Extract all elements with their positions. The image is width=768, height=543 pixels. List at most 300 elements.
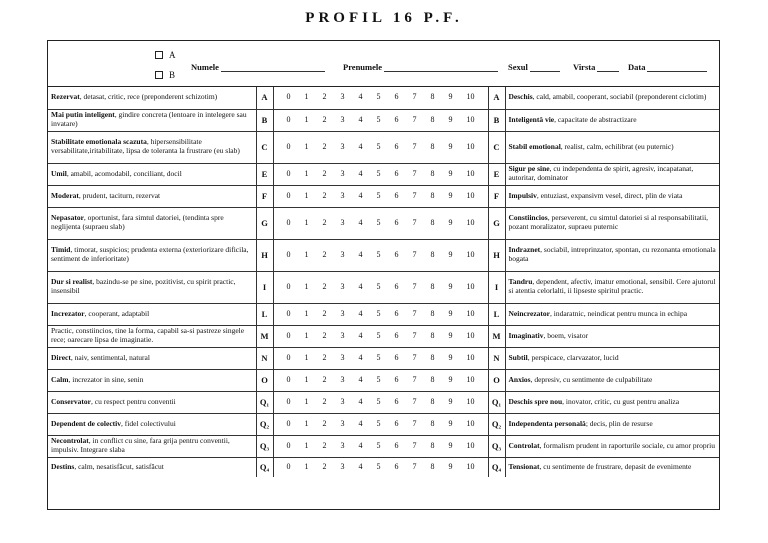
- score-option[interactable]: 6: [394, 330, 399, 340]
- score-option[interactable]: 8: [430, 308, 435, 318]
- score-option[interactable]: 5: [376, 168, 381, 178]
- score-option[interactable]: 1: [304, 396, 309, 406]
- score-option[interactable]: 6: [394, 374, 399, 384]
- score-option[interactable]: 0: [286, 217, 291, 227]
- low-pole-description: [48, 239, 256, 271]
- score-option[interactable]: 6: [394, 440, 399, 450]
- high-pole-text: , indaratnic, neindicat pentru munca in echipa: [550, 308, 688, 318]
- score-option[interactable]: 2: [322, 168, 327, 178]
- high-pole-description: [505, 391, 719, 413]
- score-option[interactable]: 7: [412, 281, 417, 291]
- score-option[interactable]: 3: [340, 352, 345, 362]
- high-pole-keyword: Indraznet: [508, 245, 541, 255]
- score-option[interactable]: 9: [448, 92, 453, 102]
- score-option[interactable]: 0: [286, 396, 291, 406]
- score-option[interactable]: 7: [412, 418, 417, 428]
- score-option[interactable]: 7: [412, 190, 417, 200]
- score-option[interactable]: 10: [466, 330, 475, 340]
- score-option[interactable]: 10: [466, 141, 475, 151]
- score-option[interactable]: 0: [286, 308, 291, 318]
- high-pole-description: [505, 303, 719, 325]
- score-scale: [273, 435, 488, 457]
- factor-code-left: C: [256, 131, 273, 163]
- high-pole-description: [505, 109, 719, 131]
- score-option[interactable]: 0: [286, 114, 291, 124]
- score-option[interactable]: 4: [358, 190, 363, 200]
- score-option[interactable]: 8: [430, 352, 435, 362]
- score-option[interactable]: 6: [394, 217, 399, 227]
- score-option[interactable]: 4: [358, 92, 363, 102]
- score-option[interactable]: 7: [412, 249, 417, 259]
- low-pole-text: , fidel colectivului: [121, 418, 176, 428]
- name-line[interactable]: [221, 63, 325, 72]
- option-b-label: B: [169, 70, 176, 80]
- score-option[interactable]: 0: [286, 330, 291, 340]
- score-option[interactable]: 5: [376, 92, 381, 102]
- score-option[interactable]: 5: [376, 374, 381, 384]
- factor-code-left: Q₂: [256, 413, 273, 435]
- score-option[interactable]: 6: [394, 114, 399, 124]
- score-option[interactable]: 4: [358, 330, 363, 340]
- option-a[interactable]: [155, 50, 176, 60]
- score-option[interactable]: 2: [322, 249, 327, 259]
- low-pole-description: [48, 163, 256, 185]
- score-option[interactable]: 7: [412, 330, 417, 340]
- score-option[interactable]: 9: [448, 308, 453, 318]
- score-scale: [273, 391, 488, 413]
- factor-row: [48, 435, 719, 457]
- score-option[interactable]: 10: [466, 168, 475, 178]
- high-pole-keyword: Anxios: [508, 374, 531, 384]
- factor-code-right: Q₄: [488, 457, 505, 477]
- score-option[interactable]: 0: [286, 281, 291, 291]
- score-option[interactable]: 5: [376, 396, 381, 406]
- score-option[interactable]: 10: [466, 217, 475, 227]
- date-field[interactable]: [628, 62, 707, 72]
- high-pole-keyword: Impulsiv: [508, 190, 537, 200]
- low-pole-keyword: Nepasator: [51, 213, 84, 223]
- factor-code-right: O: [488, 369, 505, 391]
- score-option[interactable]: 3: [340, 168, 345, 178]
- score-option[interactable]: 3: [340, 396, 345, 406]
- score-option[interactable]: 8: [430, 249, 435, 259]
- low-pole-text: , amabil, acomodabil, conciliant, docil: [66, 168, 182, 178]
- score-option[interactable]: 2: [322, 396, 327, 406]
- score-option[interactable]: 0: [286, 190, 291, 200]
- score-option[interactable]: 0: [286, 352, 291, 362]
- score-option[interactable]: 5: [376, 352, 381, 362]
- high-pole-keyword: Controlat: [508, 440, 540, 450]
- score-option[interactable]: 3: [340, 92, 345, 102]
- low-pole-text: , bazindu-se pe sine, pozitivist, cu spirit practic, insensibil: [51, 277, 236, 295]
- score-scale: [273, 271, 488, 303]
- score-option[interactable]: 7: [412, 308, 417, 318]
- factor-row: [48, 239, 719, 271]
- score-option[interactable]: 6: [394, 190, 399, 200]
- score-option[interactable]: 1: [304, 168, 309, 178]
- age-field[interactable]: [573, 62, 619, 72]
- score-option[interactable]: 5: [376, 141, 381, 151]
- score-option[interactable]: 4: [358, 352, 363, 362]
- score-option[interactable]: 3: [340, 440, 345, 450]
- high-pole-keyword: Inteligentă vie: [508, 114, 555, 124]
- high-pole-keyword: Independenta personală: [508, 418, 586, 428]
- high-pole-text: , cu sentimente de frustrare, depasit de evenimente: [539, 461, 692, 471]
- score-scale: [273, 347, 488, 369]
- score-option[interactable]: 8: [430, 461, 435, 471]
- low-pole-keyword: Increzator: [51, 308, 85, 318]
- score-option[interactable]: 9: [448, 281, 453, 291]
- score-option[interactable]: 8: [430, 141, 435, 151]
- low-pole-text: , calm, nesatisfăcut, satisfăcut: [74, 461, 164, 471]
- option-b[interactable]: [155, 70, 175, 80]
- sex-field[interactable]: [508, 62, 560, 72]
- score-option[interactable]: 9: [448, 141, 453, 151]
- score-option[interactable]: 1: [304, 308, 309, 318]
- score-option[interactable]: 6: [394, 418, 399, 428]
- firstname-field[interactable]: [343, 62, 498, 72]
- high-pole-keyword: Tensionat: [508, 461, 540, 471]
- score-option[interactable]: 4: [358, 114, 363, 124]
- factor-row: [48, 109, 719, 131]
- age-line[interactable]: [597, 63, 619, 72]
- score-option[interactable]: 4: [358, 418, 363, 428]
- score-option[interactable]: 4: [358, 141, 363, 151]
- low-pole-text: , cu respect pentru conventii: [91, 396, 176, 406]
- low-pole-text: , oportunist, fara simtul datoriei, (tendinta spre neglijenta (supraeu slab): [51, 213, 224, 231]
- score-option[interactable]: 5: [376, 190, 381, 200]
- score-option[interactable]: 1: [304, 217, 309, 227]
- score-scale: [273, 87, 488, 109]
- low-pole-keyword: Dependent de colectiv: [51, 418, 121, 428]
- score-option[interactable]: 0: [286, 461, 291, 471]
- score-option[interactable]: 0: [286, 418, 291, 428]
- score-option[interactable]: 2: [322, 352, 327, 362]
- score-option[interactable]: 9: [448, 168, 453, 178]
- score-option[interactable]: 6: [394, 92, 399, 102]
- high-pole-text: , realist, calm, echilibrat (eu puternic): [560, 141, 674, 151]
- option-a-label: A: [169, 50, 176, 60]
- score-option[interactable]: 5: [376, 440, 381, 450]
- page-title: PROFIL 16 P.F.: [305, 10, 463, 26]
- score-option[interactable]: 9: [448, 330, 453, 340]
- low-pole-text: , prudent, taciturn, rezervat: [78, 190, 161, 200]
- low-pole-keyword: Rezervat: [51, 92, 80, 102]
- score-option[interactable]: 7: [412, 461, 417, 471]
- score-option[interactable]: 3: [340, 217, 345, 227]
- low-pole-text: , in conflict cu sine, fara grija pentru conventii, impulsiv. Integrare slaba: [51, 436, 230, 454]
- high-pole-text: ; decis, plin de resurse: [585, 418, 653, 428]
- score-option[interactable]: 3: [340, 249, 345, 259]
- score-option[interactable]: 7: [412, 92, 417, 102]
- score-option[interactable]: 7: [412, 168, 417, 178]
- score-option[interactable]: 10: [466, 352, 475, 362]
- score-option[interactable]: 2: [322, 308, 327, 318]
- score-option[interactable]: 8: [430, 396, 435, 406]
- high-pole-description: [505, 131, 719, 163]
- score-option[interactable]: 5: [376, 114, 381, 124]
- score-option[interactable]: 4: [358, 440, 363, 450]
- score-option[interactable]: 4: [358, 461, 363, 471]
- score-option[interactable]: 10: [466, 249, 475, 259]
- factor-code-right: N: [488, 347, 505, 369]
- score-option[interactable]: 8: [430, 418, 435, 428]
- factor-row: [48, 185, 719, 207]
- date-label: Data: [628, 62, 646, 72]
- factor-row: [48, 163, 719, 185]
- score-option[interactable]: 6: [394, 249, 399, 259]
- high-pole-keyword: Sigur pe sine: [508, 164, 550, 174]
- score-option[interactable]: 0: [286, 249, 291, 259]
- score-option[interactable]: 8: [430, 330, 435, 340]
- score-option[interactable]: 9: [448, 396, 453, 406]
- high-pole-description: [505, 271, 719, 303]
- score-option[interactable]: 5: [376, 461, 381, 471]
- score-option[interactable]: 10: [466, 418, 475, 428]
- score-option[interactable]: 10: [466, 281, 475, 291]
- score-option[interactable]: 10: [466, 114, 475, 124]
- score-option[interactable]: 2: [322, 92, 327, 102]
- factor-row: [48, 207, 719, 239]
- high-pole-text: , formalism prudent in raporturile sociale, cu amor propriu: [539, 440, 715, 450]
- low-pole-description: [48, 369, 256, 391]
- high-pole-description: [505, 207, 719, 239]
- score-option[interactable]: 3: [340, 461, 345, 471]
- score-option[interactable]: 9: [448, 374, 453, 384]
- score-option[interactable]: 1: [304, 330, 309, 340]
- score-option[interactable]: 5: [376, 281, 381, 291]
- score-option[interactable]: 10: [466, 461, 475, 471]
- score-option[interactable]: 0: [286, 374, 291, 384]
- score-option[interactable]: 9: [448, 440, 453, 450]
- factor-code-left: O: [256, 369, 273, 391]
- score-option[interactable]: 4: [358, 249, 363, 259]
- checkbox-a[interactable]: [155, 51, 163, 59]
- score-option[interactable]: 7: [412, 352, 417, 362]
- score-option[interactable]: 9: [448, 190, 453, 200]
- score-option[interactable]: 1: [304, 141, 309, 151]
- score-option[interactable]: 8: [430, 217, 435, 227]
- low-pole-keyword: Necontrolat: [51, 436, 89, 446]
- score-option[interactable]: 9: [448, 217, 453, 227]
- score-option[interactable]: 1: [304, 249, 309, 259]
- score-option[interactable]: 6: [394, 168, 399, 178]
- score-option[interactable]: 2: [322, 330, 327, 340]
- score-option[interactable]: 1: [304, 190, 309, 200]
- score-option[interactable]: 5: [376, 217, 381, 227]
- low-pole-description: [48, 435, 256, 457]
- score-option[interactable]: 1: [304, 374, 309, 384]
- score-option[interactable]: 10: [466, 92, 475, 102]
- score-scale: [273, 413, 488, 435]
- score-option[interactable]: 10: [466, 396, 475, 406]
- score-option[interactable]: 0: [286, 92, 291, 102]
- factor-code-left: L: [256, 303, 273, 325]
- low-pole-description: [48, 457, 256, 477]
- low-pole-description: [48, 347, 256, 369]
- score-option[interactable]: 5: [376, 330, 381, 340]
- score-option[interactable]: 10: [466, 190, 475, 200]
- score-option[interactable]: 7: [412, 141, 417, 151]
- score-scale: [273, 131, 488, 163]
- high-pole-description: [505, 457, 719, 477]
- score-option[interactable]: 7: [412, 396, 417, 406]
- score-option[interactable]: 3: [340, 418, 345, 428]
- factor-code-left: G: [256, 207, 273, 239]
- factor-row: [48, 347, 719, 369]
- score-option[interactable]: 3: [340, 374, 345, 384]
- score-option[interactable]: 1: [304, 92, 309, 102]
- score-option[interactable]: 2: [322, 217, 327, 227]
- score-option[interactable]: 8: [430, 374, 435, 384]
- factor-code-right: I: [488, 271, 505, 303]
- sex-line[interactable]: [530, 63, 560, 72]
- score-option[interactable]: 4: [358, 396, 363, 406]
- high-pole-keyword: Tandru: [508, 277, 533, 287]
- high-pole-keyword: Stabil emotional: [508, 141, 561, 151]
- score-option[interactable]: 2: [322, 461, 327, 471]
- score-option[interactable]: 1: [304, 114, 309, 124]
- score-option[interactable]: 3: [340, 141, 345, 151]
- factor-row: [48, 413, 719, 435]
- score-scale: [273, 239, 488, 271]
- score-scale: [273, 163, 488, 185]
- high-pole-text: , entuziast, expansivm vesel, direct, plin de viata: [536, 190, 683, 200]
- factor-code-left: M: [256, 325, 273, 347]
- high-pole-text: , inovator, critic, cu gust pentru analiza: [562, 396, 680, 406]
- low-pole-description: [48, 391, 256, 413]
- factor-code-left: A: [256, 87, 273, 109]
- factor-code-left: Q₄: [256, 457, 273, 477]
- score-scale: [273, 325, 488, 347]
- high-pole-text: , sociabil, intreprinzator, spontan, cu rezonanta emotionala bogata: [508, 245, 716, 263]
- score-option[interactable]: 5: [376, 308, 381, 318]
- score-option[interactable]: 2: [322, 190, 327, 200]
- score-option[interactable]: 4: [358, 281, 363, 291]
- score-option[interactable]: 1: [304, 418, 309, 428]
- factor-code-right: Q₁: [488, 391, 505, 413]
- factor-code-right: Q₂: [488, 413, 505, 435]
- low-pole-keyword: Destins: [51, 461, 75, 471]
- score-option[interactable]: 7: [412, 440, 417, 450]
- score-option[interactable]: 3: [340, 281, 345, 291]
- score-option[interactable]: 0: [286, 168, 291, 178]
- score-option[interactable]: 0: [286, 141, 291, 151]
- score-option[interactable]: 1: [304, 440, 309, 450]
- score-option[interactable]: 6: [394, 461, 399, 471]
- factor-code-right: A: [488, 87, 505, 109]
- score-option[interactable]: 1: [304, 281, 309, 291]
- score-option[interactable]: 9: [448, 114, 453, 124]
- score-option[interactable]: 4: [358, 374, 363, 384]
- score-option[interactable]: 4: [358, 308, 363, 318]
- score-option[interactable]: 6: [394, 141, 399, 151]
- factor-code-left: Q₁: [256, 391, 273, 413]
- factor-code-left: Q₃: [256, 435, 273, 457]
- factor-code-left: F: [256, 185, 273, 207]
- score-option[interactable]: 8: [430, 281, 435, 291]
- score-option[interactable]: 8: [430, 114, 435, 124]
- score-option[interactable]: 8: [430, 168, 435, 178]
- score-option[interactable]: 9: [448, 352, 453, 362]
- score-option[interactable]: 9: [448, 418, 453, 428]
- score-option[interactable]: 1: [304, 461, 309, 471]
- score-option[interactable]: 2: [322, 418, 327, 428]
- score-option[interactable]: 2: [322, 141, 327, 151]
- factor-code-left: N: [256, 347, 273, 369]
- score-option[interactable]: 6: [394, 352, 399, 362]
- high-pole-keyword: Subtil: [508, 352, 528, 362]
- score-option[interactable]: 2: [322, 440, 327, 450]
- firstname-line[interactable]: [384, 63, 498, 72]
- score-option[interactable]: 5: [376, 418, 381, 428]
- low-pole-keyword: Conservator: [51, 396, 91, 406]
- low-pole-description: [48, 131, 256, 163]
- score-option[interactable]: 2: [322, 281, 327, 291]
- score-option[interactable]: 3: [340, 190, 345, 200]
- score-option[interactable]: 5: [376, 249, 381, 259]
- low-pole-keyword: Mai putin inteligent: [51, 110, 115, 120]
- high-pole-text: , capacitate de abstractizare: [554, 114, 637, 124]
- score-option[interactable]: 6: [394, 396, 399, 406]
- factor-code-right: Q₃: [488, 435, 505, 457]
- score-option[interactable]: 3: [340, 308, 345, 318]
- high-pole-keyword: Constiincios: [508, 213, 548, 223]
- high-pole-text: , cald, amabil, cooperant, sociabil (preponderent ciclotim): [532, 92, 707, 102]
- factor-code-right: F: [488, 185, 505, 207]
- factor-code-right: G: [488, 207, 505, 239]
- score-option[interactable]: 3: [340, 114, 345, 124]
- score-option[interactable]: 10: [466, 440, 475, 450]
- score-option[interactable]: 7: [412, 374, 417, 384]
- factor-code-right: H: [488, 239, 505, 271]
- score-option[interactable]: 9: [448, 249, 453, 259]
- high-pole-text: , perspicace, clarvazator, lucid: [527, 352, 619, 362]
- score-option[interactable]: 7: [412, 217, 417, 227]
- name-field[interactable]: [191, 62, 325, 72]
- date-line[interactable]: [647, 63, 707, 72]
- score-scale: [273, 369, 488, 391]
- score-option[interactable]: 10: [466, 374, 475, 384]
- score-option[interactable]: 1: [304, 352, 309, 362]
- factor-code-left: H: [256, 239, 273, 271]
- high-pole-text: , dependent, afectiv, imatur emotional, sensibil. Cere ajutorul si atentia celorlalti, ii lipseste spiritul practic.: [508, 277, 716, 295]
- low-pole-description: [48, 185, 256, 207]
- score-option[interactable]: 10: [466, 308, 475, 318]
- factor-code-right: B: [488, 109, 505, 131]
- score-option[interactable]: 8: [430, 92, 435, 102]
- score-option[interactable]: 4: [358, 217, 363, 227]
- low-pole-description: [48, 303, 256, 325]
- score-option[interactable]: 0: [286, 440, 291, 450]
- score-option[interactable]: 2: [322, 114, 327, 124]
- score-option[interactable]: 2: [322, 374, 327, 384]
- high-pole-text: , cu independenta de spirit, agresiv, incapatanat, autoritar, dominator: [508, 164, 694, 182]
- score-option[interactable]: 6: [394, 308, 399, 318]
- score-option[interactable]: 7: [412, 114, 417, 124]
- score-option[interactable]: 6: [394, 281, 399, 291]
- factor-row: [48, 457, 719, 477]
- high-pole-text: , depresiv, cu sentimente de culpabilitate: [530, 374, 653, 384]
- score-option[interactable]: 8: [430, 440, 435, 450]
- score-option[interactable]: 8: [430, 190, 435, 200]
- score-option[interactable]: 9: [448, 461, 453, 471]
- checkbox-b[interactable]: [155, 71, 163, 79]
- score-option[interactable]: 4: [358, 168, 363, 178]
- low-pole-text: , increzator in sine, senin: [68, 374, 144, 384]
- high-pole-keyword: Deschis: [508, 92, 533, 102]
- score-option[interactable]: 3: [340, 330, 345, 340]
